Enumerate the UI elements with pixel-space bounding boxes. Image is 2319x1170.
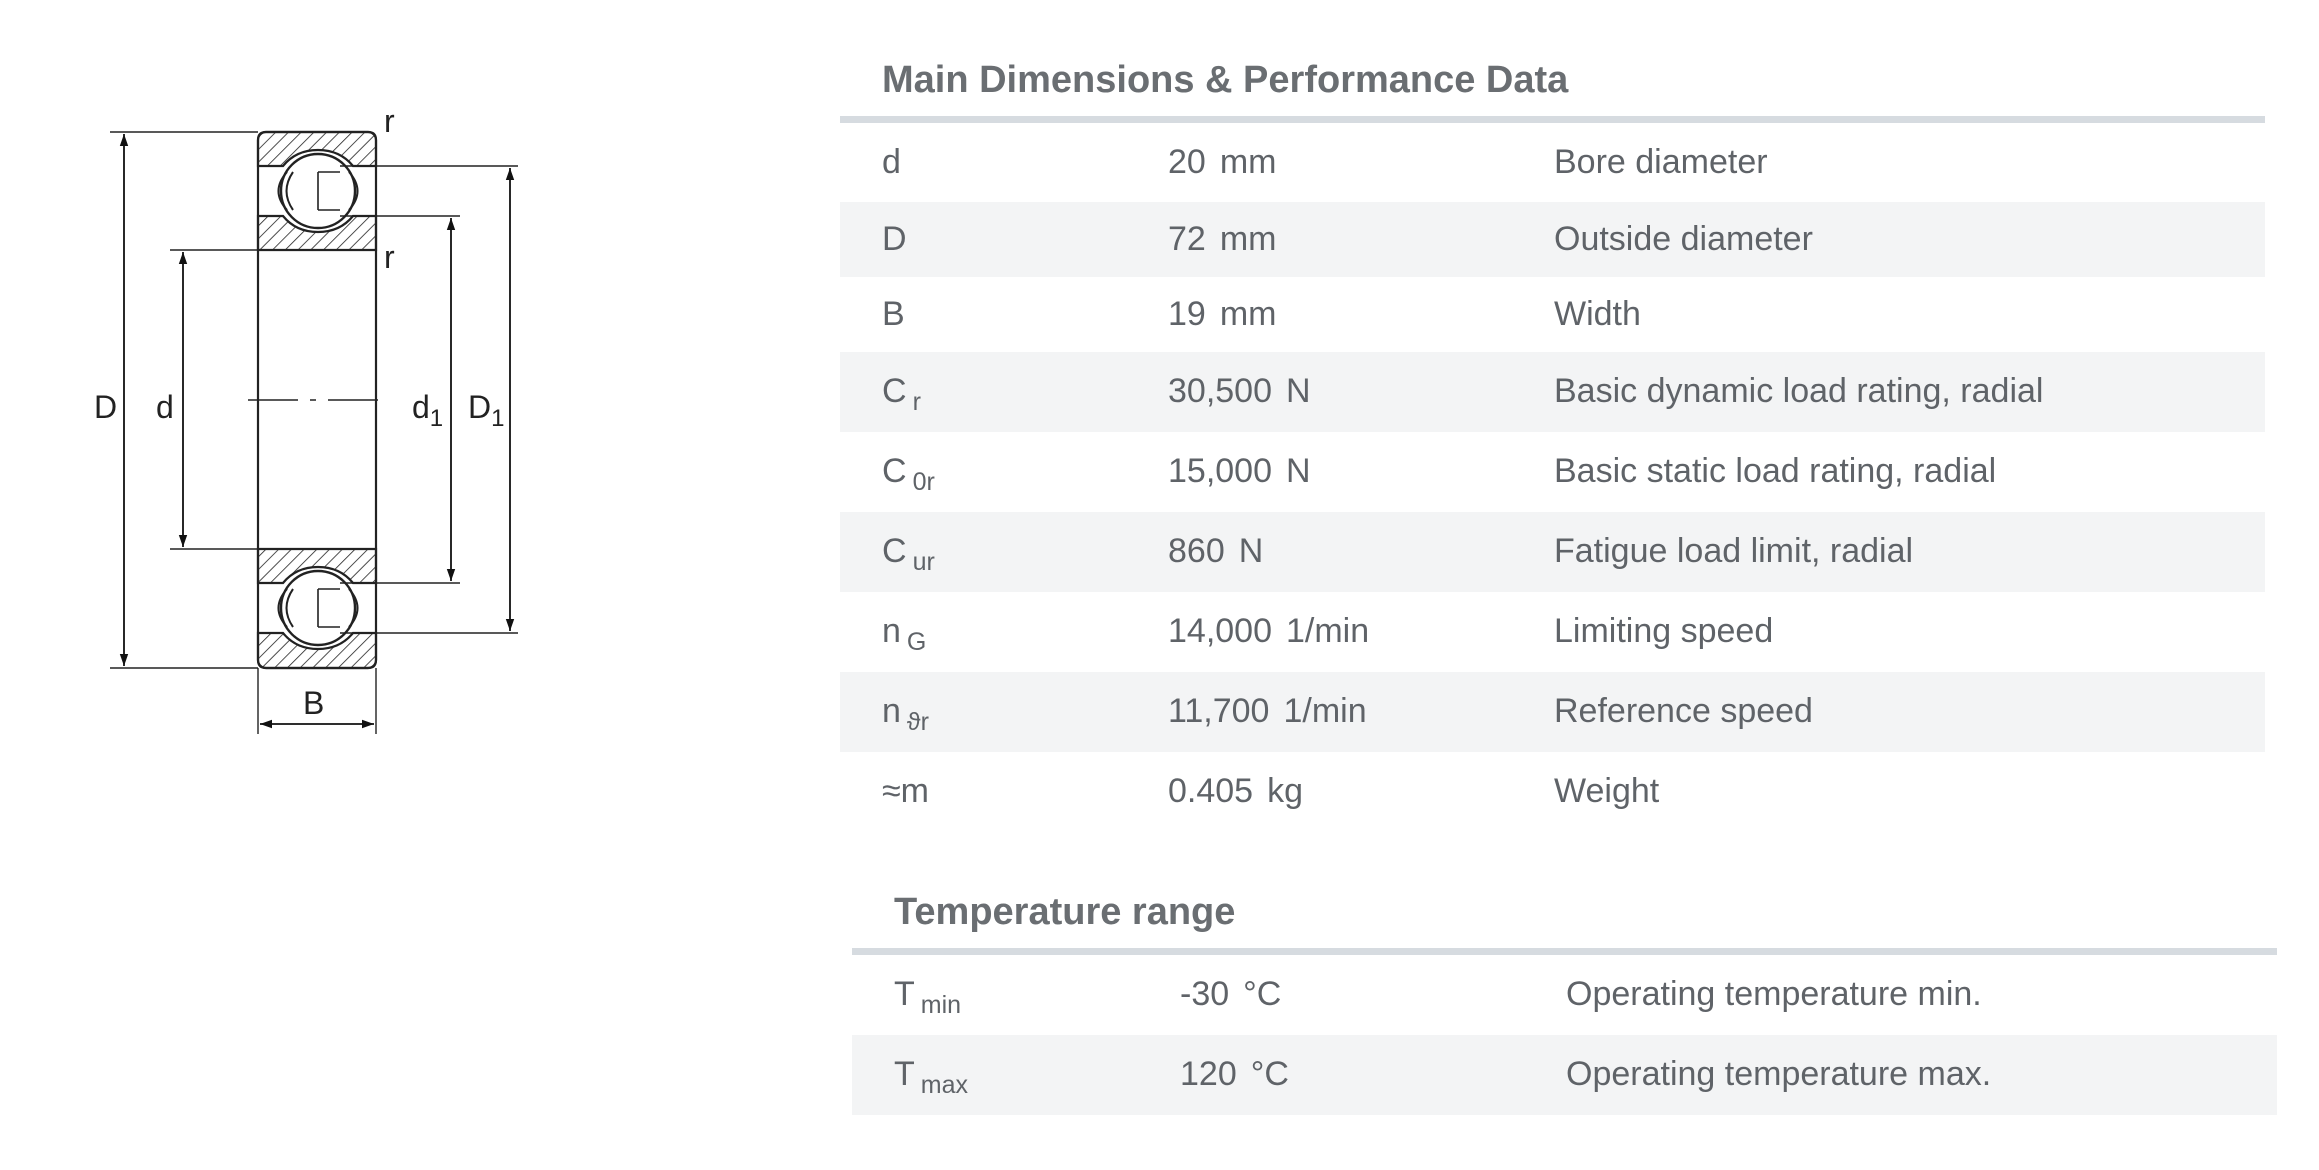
table-row: [840, 752, 2265, 832]
symbol-text: d: [882, 143, 901, 181]
symbol-subscript: ur: [912, 548, 935, 576]
value-cell: [1180, 975, 1281, 1014]
description-cell: Weight: [1554, 772, 1660, 810]
table-row: [840, 672, 2265, 752]
temperature-range-section: [852, 890, 2277, 1115]
symbol-text: D: [882, 220, 907, 258]
table-row: [840, 202, 2265, 277]
value-cell: [1168, 220, 1276, 259]
symbol-text: n: [882, 692, 901, 730]
unit-text: kg: [1267, 772, 1304, 810]
unit-text: 1/min: [1283, 692, 1367, 730]
label-r-top: r: [384, 103, 395, 139]
value-cell: [1180, 1055, 1289, 1094]
label-d: d: [156, 389, 174, 425]
symbol-text: T: [894, 975, 915, 1013]
unit-text: mm: [1219, 220, 1277, 258]
value-cell: [1168, 612, 1369, 651]
value-cell: [1168, 772, 1303, 811]
symbol-cell: [882, 692, 929, 736]
table-row: [852, 955, 2277, 1035]
unit-text: N: [1286, 372, 1311, 410]
description-cell: Outside diameter: [1554, 220, 1813, 258]
unit-text: N: [1238, 532, 1264, 570]
value-text: 30,500: [1168, 372, 1272, 410]
label-r-mid: r: [384, 239, 395, 275]
value-text: 14,000: [1168, 612, 1272, 650]
value-text: 860: [1168, 532, 1225, 570]
value-text: 11,700: [1168, 692, 1270, 730]
symbol-subscript: r: [912, 388, 921, 416]
value-text: 72: [1168, 220, 1206, 258]
symbol-text: ≈m: [882, 772, 929, 810]
section-divider: [852, 948, 2277, 955]
section-divider: [840, 116, 2265, 123]
symbol-text: C: [882, 372, 907, 410]
value-text: 20: [1168, 143, 1206, 181]
unit-text: °C: [1250, 1055, 1289, 1093]
symbol-text: B: [882, 295, 905, 333]
description-cell: Limiting speed: [1554, 612, 1774, 650]
symbol-text: T: [894, 1055, 915, 1093]
label-d1: $d_1$: [412, 389, 444, 432]
description-cell: Basic dynamic load rating, radial: [1554, 372, 2044, 410]
symbol-subscript: ϑr: [906, 708, 929, 736]
temperature-range-title: Temperature range: [894, 891, 1236, 933]
symbol-cell: [882, 452, 935, 496]
symbol-cell: [894, 1055, 969, 1099]
description-cell: Basic static load rating, radial: [1554, 452, 1997, 490]
description-cell: Operating temperature max.: [1566, 1055, 1992, 1093]
temperature-range-table: [852, 955, 2277, 1115]
value-cell: [1168, 692, 1367, 731]
unit-text: mm: [1219, 295, 1277, 333]
description-cell: Width: [1554, 295, 1641, 333]
symbol-cell: [894, 975, 962, 1019]
value-text: 15,000: [1168, 452, 1272, 490]
unit-text: 1/min: [1286, 612, 1370, 650]
table-row: [840, 512, 2265, 592]
value-cell: [1168, 452, 1311, 491]
table-row: [840, 352, 2265, 432]
symbol-text: n: [882, 612, 901, 650]
symbol-subscript: G: [906, 628, 927, 656]
symbol-cell: [882, 143, 901, 182]
symbol-cell: [882, 295, 905, 334]
value-text: 19: [1168, 295, 1206, 333]
label-B: B: [303, 685, 325, 721]
symbol-subscript: min: [920, 991, 962, 1019]
unit-text: °C: [1243, 975, 1282, 1013]
table-row: [840, 277, 2265, 352]
symbol-cell: [882, 372, 921, 416]
value-cell: [1168, 143, 1276, 182]
bearing-cross-section-drawing: [0, 0, 560, 760]
description-cell: Reference speed: [1554, 692, 1813, 730]
main-dimensions-section: [840, 58, 2265, 832]
main-dimensions-title: Main Dimensions & Performance Data: [882, 59, 1569, 101]
label-D: D: [94, 389, 118, 425]
table-row: [840, 592, 2265, 672]
label-D1: $D_1$: [468, 389, 505, 432]
symbol-subscript: 0r: [912, 468, 935, 496]
value-text: 0.405: [1168, 772, 1254, 810]
unit-text: mm: [1219, 143, 1277, 181]
table-row: [840, 432, 2265, 512]
value-text: -30: [1180, 975, 1230, 1013]
description-cell: Bore diameter: [1554, 143, 1768, 181]
value-cell: [1168, 532, 1263, 571]
symbol-text: C: [882, 452, 907, 490]
symbol-subscript: max: [920, 1071, 969, 1099]
unit-text: N: [1286, 452, 1311, 490]
value-cell: [1168, 372, 1311, 411]
symbol-text: C: [882, 532, 907, 570]
description-cell: Operating temperature min.: [1566, 975, 1982, 1013]
description-cell: Fatigue load limit, radial: [1554, 532, 1914, 570]
symbol-cell: [882, 772, 929, 811]
symbol-cell: [882, 220, 907, 259]
symbol-cell: [882, 612, 927, 656]
symbol-cell: [882, 532, 935, 576]
table-row: [840, 123, 2265, 202]
value-cell: [1168, 295, 1276, 334]
value-text: 120: [1180, 1055, 1237, 1093]
table-row: [852, 1035, 2277, 1115]
main-dimensions-table: [840, 123, 2265, 832]
